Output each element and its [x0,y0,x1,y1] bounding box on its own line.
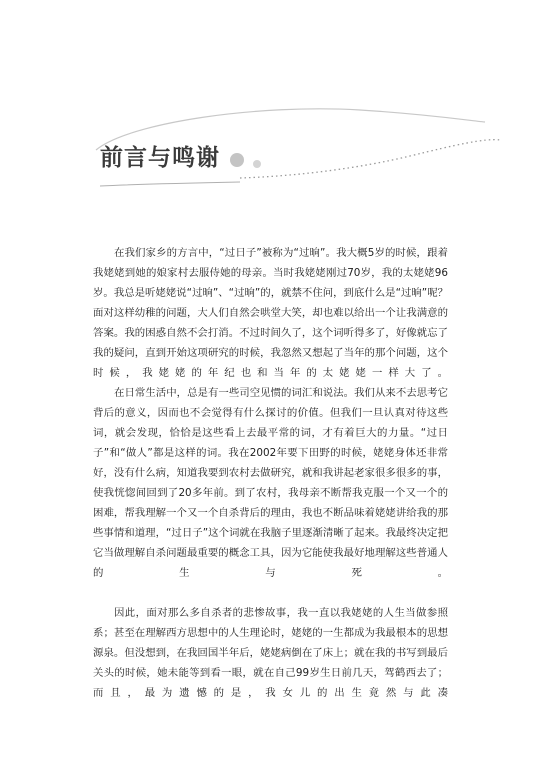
page-title: 前言与鸣谢 [100,144,220,171]
paragraph-2: 在日常生活中，总是有一些司空见惯的词汇和说法。我们从来不去思考它背后的意义，因而也不会觉得有什么探讨的价值。但我们一旦认真对待这些词，就会发现，恰恰是这些看上去最平常的词，才有着巨大的力量。“过日子”和“做人”都是这样的词。我在2002年要下田野的时候，姥姥身体还非常好，没有什么病，知道我要到农村去做研究，就和我讲起老家很多很多的事，使我恍惚间回到了20多年前。到了农村，我母亲不断帮我克服一个又一个的困难，帮我理解一个又一个自杀背后的理由，我也不断品味着姥姥讲给我的那些事情和道理，“过日子”这个词就在我脑子里逐渐清晰了起来。我最终决定把它当做理解自杀问题最重要的概念工具，因为它能使我最好地理解这些普通人的生与死。 [93,387,448,579]
body-text [93,243,448,703]
decorative-dot-small [253,160,261,168]
decorative-dot-large [230,153,244,167]
header-underline [100,182,240,186]
decorative-header [0,0,539,230]
paragraph-3: 因此，面对那么多自杀者的悲惨故事，我一直以我姥姥的人生当做参照系；甚至在理解西方思想中的人生理论时，姥姥的一生都成为我最根本的思想源泉。但没想到，在我回国半年后，姥姥病倒在了床上；就在我的书写到最后关头的时候，她未能等到看一眼，就在自己99岁生日前几天，驾鹤西去了；而且，最为遗憾的是，我女儿的出生竟然与此凑 [93,607,448,699]
paragraph-1: 在我们家乡的方言中，“过日子”被称为“过晌”。我大概5岁的时候，跟着我姥姥到她的娘家村去服侍她的母亲。当时我姥姥刚过70岁，我的太姥姥96岁。我总是听姥姥说“过晌”、“过晌”的，就禁不住问，到底什么是“过晌”呢？面对这样幼稚的问题，大人们自然会哄堂大笑，却也难以给出一个让我满意的答案。我的困惑自然不会打消。不过时间久了，这个词听得多了，好像就忘了我的疑问，直到开始这项研究的时候，我忽然又想起了当年的那个问题，这个时候，我姥姥的年纪也和当年的太姥姥一样大了。 [93,247,448,379]
header-dotted-trail [240,140,500,178]
